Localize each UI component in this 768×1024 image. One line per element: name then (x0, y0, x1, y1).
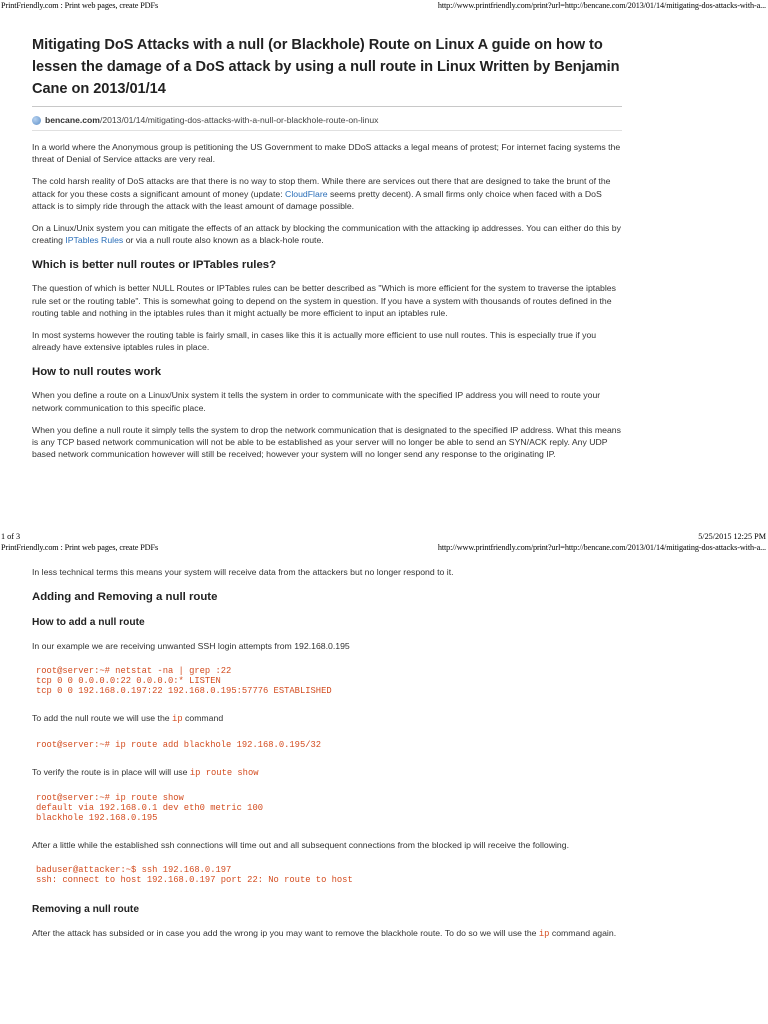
source-domain[interactable]: bencane.com (45, 115, 100, 125)
paragraph-add-null-route: To add the null route we will use the ip command (32, 713, 224, 725)
code-block-route-show: root@server:~# ip route show default via 192.168.0.1 dev eth0 metric 100 blackhole 192.168.0.195 (36, 792, 263, 823)
print-header-1 (0, 1, 768, 13)
globe-icon (32, 116, 41, 125)
article-page-1 (32, 34, 622, 460)
heading-add-remove: Adding and Removing a null route (32, 591, 218, 604)
source-path[interactable]: /2013/01/14/mitigating-dos-attacks-with-a-null-or-blackhole-route-on-linux (99, 115, 379, 125)
paragraph-less-technical: In less technical terms this means your system will receive data from the attackers but no longer respond to it. (32, 567, 454, 577)
source-link[interactable] (32, 113, 622, 127)
paragraph-define-route: When you define a route on a Linux/Unix system it tells the system in order to communicate with the specified IP address you will need to route your network communication to this specific place. (32, 390, 601, 413)
paragraph-example: In our example we are receiving unwanted SSH login attempts from 192.168.0.195 (32, 641, 350, 652)
paragraph-timeout: After a little while the established ssh connections will time out and all subsequent connections from the blocked ip will receive the following. (32, 839, 569, 850)
inline-code-ip: ip (172, 714, 183, 725)
code-block-ssh: baduser@attacker:~$ ssh 192.168.0.197 ssh: connect to host 192.168.0.197 port 22: No route to host (36, 865, 353, 886)
article-page-2 (32, 566, 622, 940)
paragraph-intro: In a world where the Anonymous group is petitioning the US Government to make DDoS attacks a legal means of protest; For internet facing systems the threat of Denial of Service attacks are very real. (32, 142, 621, 165)
paragraph-most-systems: In most systems however the routing table is fairly small, in cases like this it is actually more efficient to use null routes. This is especially true if you already have extensive iptables rules in place. (32, 330, 597, 353)
paragraph-question: The question of which is better NULL Routes or IPTables rules can be better described as "Which is more efficient for the system to traverse the iptables rule set or the routing table". This is somewhat going to depend on the system in question. If you have a system with thousands of routes defined in the routing table and nothing in the iptables rules than it might actually be more efficient to input an iptables rule. (32, 283, 616, 318)
print-header-url[interactable]: http://www.printfriendly.com/print?url=http://bencane.com/2013/01/14/mitigating-dos-attacks-with-a... (437, 543, 766, 552)
print-header-title: PrintFriendly.com : Print web pages, create PDFs (1, 543, 159, 552)
heading-how-add: How to add a null route (32, 617, 145, 629)
print-header-title: PrintFriendly.com : Print web pages, create PDFs (1, 1, 159, 10)
paragraph-remove-route: After the attack has subsided or in case you add the wrong ip you may want to remove the blackhole route. To do so we will use the ip command again. (32, 928, 617, 940)
print-header-url[interactable]: http://www.printfriendly.com/print?url=http://bencane.com/2013/01/14/mitigating-dos-attacks-with-a... (437, 1, 766, 10)
paragraph-define-null-route: When you define a null route it simply tells the system to drop the network communication that is designated to the specified IP address. What this means is any TCP based network communication will not be able to be established as your server will no longer be able to send an SYN/ACK reply. Any UDP based network communication however will still be received; however your system will no longer send any response to the originating IP. (32, 424, 621, 460)
title-divider (32, 106, 622, 107)
article-title: Mitigating DoS Attacks with a null (or Blackhole) Route on Linux A guide on how to lessen the damage of a DoS attack by using a null route in Linux Written by Benjamin Cane on 2013/01/14 (32, 37, 620, 97)
code-block-netstat: root@server:~# netstat -na | grep :22 tcp 0 0 0.0.0.0:22 0.0.0.0:* LISTEN tcp 0 0 192.168.0.197:22 192.168.0.195:57776 ESTABLISHED (36, 666, 332, 697)
iptables-rules-link[interactable]: IPTables Rules (65, 235, 124, 246)
heading-how-work: How to null routes work (32, 366, 162, 379)
print-header-2 (0, 543, 768, 555)
code-block-add-route: root@server:~# ip route add blackhole 192.168.0.195/32 (36, 739, 322, 750)
inline-code-ip-2: ip (538, 929, 550, 940)
paragraph-harsh-reality: The cold harsh reality of DoS attacks are that there is no way to stop them. While there are services out there that are designed to take the brunt of the attack for you these costs a significant amount of money (update: CloudFlare seems pretty decent). A small firms only choice when faced with a DoS attack is to simply ride through the attack with the least amount of damage possible. (32, 176, 611, 211)
inline-code-ip-route-show: ip route show (189, 767, 259, 778)
page-number: 1 of 3 (1, 532, 21, 541)
heading-removing: Removing a null route (32, 904, 139, 916)
heading-which-better: Which is better null routes or IPTables rules? (32, 259, 277, 272)
paragraph-mitigate: On a Linux/Unix system you can mitigate the effects of an attack by blocking the communication with the attacking ip addresses. You can either do this by creating IPTables Rules or via a null route also known as a black-hole route. (32, 223, 621, 246)
source-divider (32, 130, 622, 131)
print-timestamp: 5/25/2015 12:25 PM (698, 532, 766, 541)
paragraph-verify-route: To verify the route is in place will will use ip route show (32, 766, 259, 778)
cloudflare-link[interactable]: CloudFlare (285, 188, 328, 199)
